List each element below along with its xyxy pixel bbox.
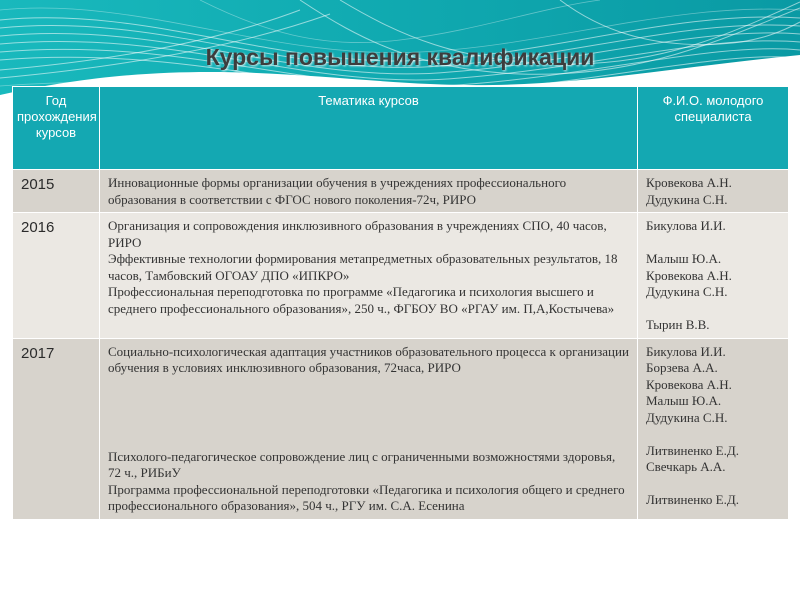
table-row: [13, 338, 789, 519]
courses-table: [12, 86, 789, 520]
specialist-name: Бикулова И.И.: [646, 343, 726, 359]
name-cell: [638, 170, 789, 213]
topic-cell: [100, 213, 638, 339]
column-header-year: Год прохождения курсов: [13, 87, 100, 170]
specialist-name: Кровекова А.Н.: [646, 267, 732, 283]
name-cell: [638, 338, 789, 519]
course-topic: Инновационные формы организации обучения в учреждениях профессионального образования в соответствии с ФГОС нового поколения-72ч, РИРО: [108, 175, 570, 207]
course-topic: Социально-психологическая адаптация участников образовательного процесса к организации обучения в условиях инклюзивного образования, 72часа, РИРО: [108, 343, 633, 375]
specialist-name: Малыш Ю.А.: [646, 251, 722, 266]
year-cell: 2016: [13, 213, 100, 339]
specialist-name: Дудукина С.Н.: [646, 191, 728, 207]
specialist-name: Бикулова И.И.: [646, 218, 726, 233]
course-topic: Программа профессиональной переподготовки «Педагогика и психология общего и среднего профессионального образования», 504 ч., РГУ им. С.А. Есенина: [108, 481, 628, 513]
specialist-name: Литвиненко Е.Д.: [646, 442, 739, 458]
specialist-name: Кровекова А.Н.: [646, 376, 732, 392]
specialist-name: Свечкарь А.А.: [646, 459, 726, 474]
column-header-topic: Тематика курсов: [100, 87, 638, 170]
table-row: [13, 213, 789, 339]
specialist-name: Тырин В.В.: [646, 317, 710, 332]
course-topic: Эффективные технологии формирования метапредметных образовательных результатов, 18 часов, Тамбовский ОГОАУ ДПО «ИПКРО»: [108, 251, 621, 283]
specialist-name: Борзева А.А.: [646, 360, 718, 375]
year-cell: 2015: [13, 170, 100, 213]
table-header-row: [13, 87, 789, 170]
specialist-name: Литвиненко Е.Д.: [646, 492, 739, 507]
course-topic: Организация и сопровождения инклюзивного образования в учреждениях СПО, 40 часов, РИРО: [108, 218, 610, 250]
specialist-name: Малыш Ю.А.: [646, 393, 722, 408]
name-cell: [638, 213, 789, 339]
specialist-name: Дудукина С.Н.: [646, 284, 728, 299]
column-header-name: Ф.И.О. молодого специалиста: [638, 87, 789, 170]
table-row: [13, 170, 789, 213]
specialist-name: Дудукина С.Н.: [646, 409, 728, 425]
topic-cell: [100, 338, 638, 519]
year-cell: 2017: [13, 338, 100, 519]
course-topic: Психолого-педагогическое сопровождение лиц с ограниченными возможностями здоровья, 72 ч., РИБиУ: [108, 448, 619, 480]
slide-title: Курсы повышения квалификации: [205, 44, 595, 70]
specialist-name: Кровекова А.Н.: [646, 175, 732, 190]
course-topic: Профессиональная переподготовка по программе «Педагогика и психология высшего и среднего профессионального образования», 250 ч., ФГБОУ ВО «РГАУ им. П,А,Костычева»: [108, 284, 615, 316]
topic-cell: [100, 170, 638, 213]
